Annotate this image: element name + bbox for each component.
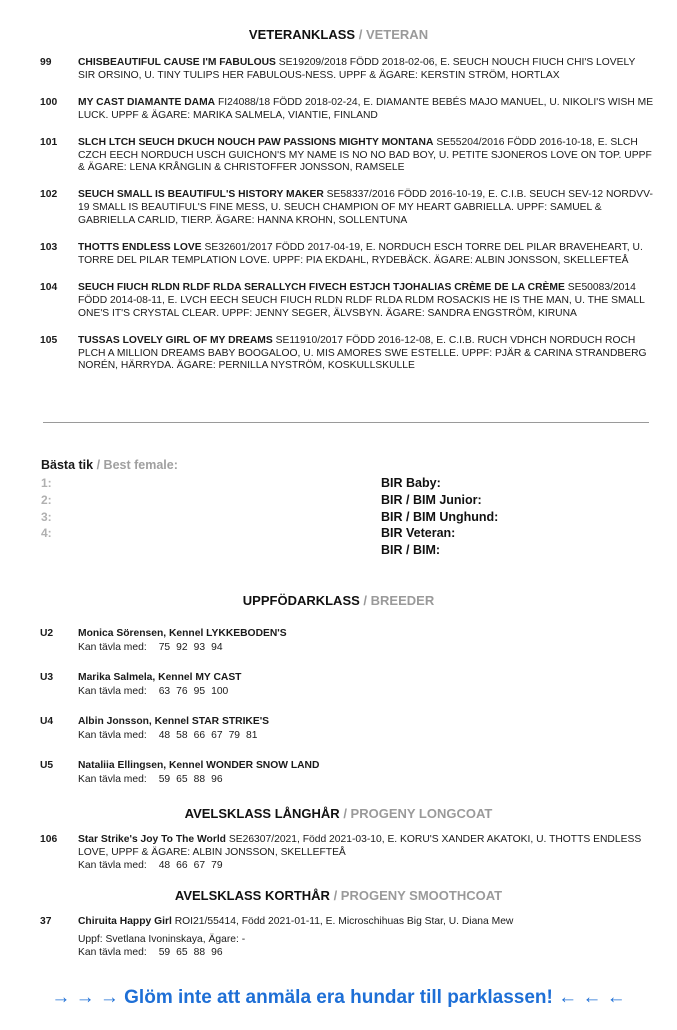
entry-37 bbox=[40, 916, 655, 960]
entry-name: SEUCH SMALL IS BEAUTIFUL'S HISTORY MAKER bbox=[78, 189, 324, 201]
breeder-entry-u2 bbox=[40, 627, 655, 654]
compete-with: Kan tävla med: 59 65 88 96 bbox=[78, 773, 223, 785]
placing-4: 4: bbox=[41, 526, 52, 541]
entry-number: 100 bbox=[40, 96, 58, 108]
breeder-number: U3 bbox=[40, 672, 54, 683]
placing-1: 1: bbox=[41, 476, 52, 490]
veteran-entries bbox=[40, 57, 655, 373]
breeder-number: U4 bbox=[40, 716, 54, 727]
entry-details: SE58337/2016 FÖDD 2016-10-19, E. C.I.B. SEUCH SEV-12 NORDVV-19 SMALL IS BEAUTIFUL'S FINE MESS, U. SEUCH CHAMPION OF MY HEART GABRIELLA. UPPF: SAMUEL & GABRIELLA CARLID, TIERP. ÄGARE: HANNA KROHN, SOLLENTUNA bbox=[78, 189, 653, 227]
compete-with: Kan tävla med: 48 66 67 79 bbox=[78, 859, 223, 871]
entry-details: SE26307/2021, Född 2021-03-10, E. bbox=[228, 834, 398, 845]
breeder-number: U5 bbox=[40, 760, 54, 771]
entry-details: FI24088/18 FÖDD 2018-02-24, E. DIAMANTE BEBÉS MAJO MANUEL, U. NIKOLI'S WISH ME LUCK. UPPF & ÄGARE: MARIKA SALMELA, VIANTIE, FINLAND bbox=[78, 96, 654, 121]
entry-details: SE11910/2017 FÖDD 2016-12-08, E. C.I.B. RUCH VDHCH NORDUCH ROCH PLCH A MILLION DREAMS BABY BOOGALOO, U. MIS AMORES SWE ESTELLE. UPPF: PJÄR & CARINA STRANDBERG NORÉN, HÄRRYDA. ÄGARE: PERNILLA NYSTRÖM, KOSKULLSKULLE bbox=[78, 334, 647, 372]
awards-list bbox=[381, 475, 498, 559]
best-female-label: Bästa tik bbox=[41, 458, 94, 472]
breeder-name: Nataliia Ellingsen, Kennel WONDER SNOW LAND bbox=[78, 760, 320, 771]
entry-103 bbox=[40, 242, 655, 268]
entry-name: TUSSAS LOVELY GIRL OF MY DREAMS bbox=[78, 334, 273, 346]
entry-99 bbox=[40, 57, 655, 83]
award-bir-bim: BIR / BIM: bbox=[381, 543, 441, 558]
breeder-section-title bbox=[0, 593, 677, 608]
progeny-long-subtitle: / PROGENY LONGCOAT bbox=[343, 806, 493, 821]
park-class-reminder: → → → Glöm inte att anmäla era hundar till parklassen! ← ← ← bbox=[51, 987, 626, 1008]
progeny-smooth-subtitle: / PROGENY SMOOTHCOAT bbox=[333, 888, 503, 903]
entry-101 bbox=[40, 137, 655, 176]
veteran-title: VETERANKLASS bbox=[248, 27, 356, 42]
breeder-subtitle: / BREEDER bbox=[363, 593, 435, 608]
entry-number: 99 bbox=[40, 57, 52, 68]
placing-3: 3: bbox=[41, 509, 52, 524]
entry-name: SEUCH FIUCH RLDN RLDF RLDA SERALLYCH FIVECH ESTJCH TJOHALIAS CRÈME DE LA CRÈME bbox=[78, 281, 565, 293]
entry-102 bbox=[40, 189, 655, 228]
award-unghund: BIR / BIM Unghund: bbox=[381, 509, 499, 524]
entry-106 bbox=[40, 834, 655, 873]
entry-number: 105 bbox=[40, 334, 58, 346]
entry-105 bbox=[40, 335, 655, 374]
entry-details: SE50083/2014 FÖDD 2014-08-11, E. LVCH EECH SEUCH FIUCH RLDN RLDF RLDA RLDM ROSACKIS HE IS THE MAN, U. THE SMALL ONE'S IT'S CRYSTAL CLEAR. UPPF: JENNY SEGER, ÄLVSBYN. ÄGARE: SANDRA ENGSTRÖM, KIRUNA bbox=[78, 281, 645, 319]
entry-number: 37 bbox=[40, 916, 52, 927]
entry-number: 103 bbox=[40, 242, 58, 254]
section-divider bbox=[43, 422, 649, 423]
breeder-entries bbox=[40, 627, 655, 803]
entry-number: 104 bbox=[40, 281, 58, 293]
progeny-smooth-entries bbox=[40, 916, 655, 960]
entry-name: Chiruita Happy Girl bbox=[78, 916, 172, 927]
best-female-title bbox=[41, 458, 178, 472]
progeny-long-entries bbox=[40, 834, 655, 873]
entry-details: ROI21/55414, Född 2021-01-11, E. Microschihuas Big Star, U. Diana Mew bbox=[174, 916, 514, 927]
entry-name: Star Strike's Joy To The World bbox=[78, 834, 226, 845]
progeny-smooth-section-title bbox=[0, 888, 677, 903]
progeny-long-title: AVELSKLASS LÅNGHÅR bbox=[184, 806, 340, 821]
breeder-entry-u5 bbox=[40, 759, 655, 786]
progeny-long-section-title bbox=[0, 806, 677, 821]
entry-number: 106 bbox=[40, 834, 58, 845]
entry-name: SLCH LTCH SEUCH DKUCH NOUCH PAW PASSIONS MIGHTY MONTANA bbox=[78, 136, 434, 148]
entry-name: THOTTS ENDLESS LOVE bbox=[78, 242, 202, 254]
breeder-entry-u3 bbox=[40, 671, 655, 698]
entry-number: 101 bbox=[40, 136, 58, 148]
compete-with: Kan tävla med: 48 58 66 67 79 81 bbox=[78, 729, 258, 741]
veteran-section-title bbox=[0, 27, 677, 42]
best-female-subtitle: / Best female: bbox=[96, 458, 178, 472]
compete-with: Kan tävla med: 59 65 88 96 bbox=[78, 946, 223, 958]
breeder-title: UPPFÖDARKLASS bbox=[242, 593, 360, 608]
entry-name: MY CAST DIAMANTE DAMA bbox=[78, 96, 216, 108]
entry-name: CHISBEAUTIFUL CAUSE I'M FABULOUS bbox=[78, 57, 276, 68]
placing-2: 2: bbox=[41, 492, 52, 507]
entry-number: 102 bbox=[40, 189, 58, 201]
entry-details: SE55204/2016 FÖDD 2016-10-18, E. SLCH CZCH EECH NORDUCH USCH GUICHON'S MY NAME IS NO NO BAD BOY, U. PETITE SJONEROS LOVE ON TOP. UPPF & ÄGARE: LENA KRÅNGLIN & CHRISTOFFER JONSSON, RAMSELE bbox=[78, 136, 652, 174]
breeder-name: Monica Sörensen, Kennel LYKKEBODEN'S bbox=[78, 628, 287, 639]
progeny-smooth-title: AVELSKLASS KORTHÅR bbox=[174, 888, 330, 903]
award-bir-baby: BIR Baby: bbox=[381, 476, 441, 490]
entry-breeder-owner: Uppf: Svetlana Ivoninskaya, Ägare: - bbox=[78, 933, 246, 945]
award-veteran: BIR Veteran: bbox=[381, 526, 456, 541]
breeder-name: Albin Jonsson, Kennel STAR STRIKE'S bbox=[78, 716, 270, 727]
veteran-subtitle: / VETERAN bbox=[358, 27, 429, 42]
breeder-name: Marika Salmela, Kennel MY CAST bbox=[78, 672, 242, 683]
breeder-number: U2 bbox=[40, 628, 54, 639]
entry-104 bbox=[40, 282, 655, 321]
entry-details: SE19209/2018 FÖDD 2018-02-06, E. SEUCH NOUCH FIUCH CHI'S LOVELY SIR ORSINO, U. TINY TULIPS HER FABULOUS-NESS. UPPF & ÄGARE: KERSTIN STRÖM, HORTLAX bbox=[78, 57, 636, 81]
placings-list bbox=[41, 475, 52, 542]
compete-with: Kan tävla med: 63 76 95 100 bbox=[78, 685, 229, 697]
compete-with: Kan tävla med: 75 92 93 94 bbox=[78, 641, 223, 653]
award-junior: BIR / BIM Junior: bbox=[381, 492, 482, 507]
entry-details-parents: KORU'S XANDER AKATOKI, U. THOTTS ENDLESS LOVE, UPPF & ÄGARE: ALBIN JONSSON, SKELLEFTEÅ bbox=[78, 834, 642, 858]
breeder-entry-u4 bbox=[40, 715, 655, 742]
entry-details: SE32601/2017 FÖDD 2017-04-19, E. NORDUCH ESCH TORRE DEL PILAR BRAVEHEART, U. TORRE DEL PILAR TEMPLATION LOVE. UPPF: PIA EKDAHL, RYDEBÄCK. ÄGARE: ALBIN JONSSON, SKELLEFTEÅ bbox=[78, 242, 643, 266]
entry-100 bbox=[40, 97, 655, 123]
